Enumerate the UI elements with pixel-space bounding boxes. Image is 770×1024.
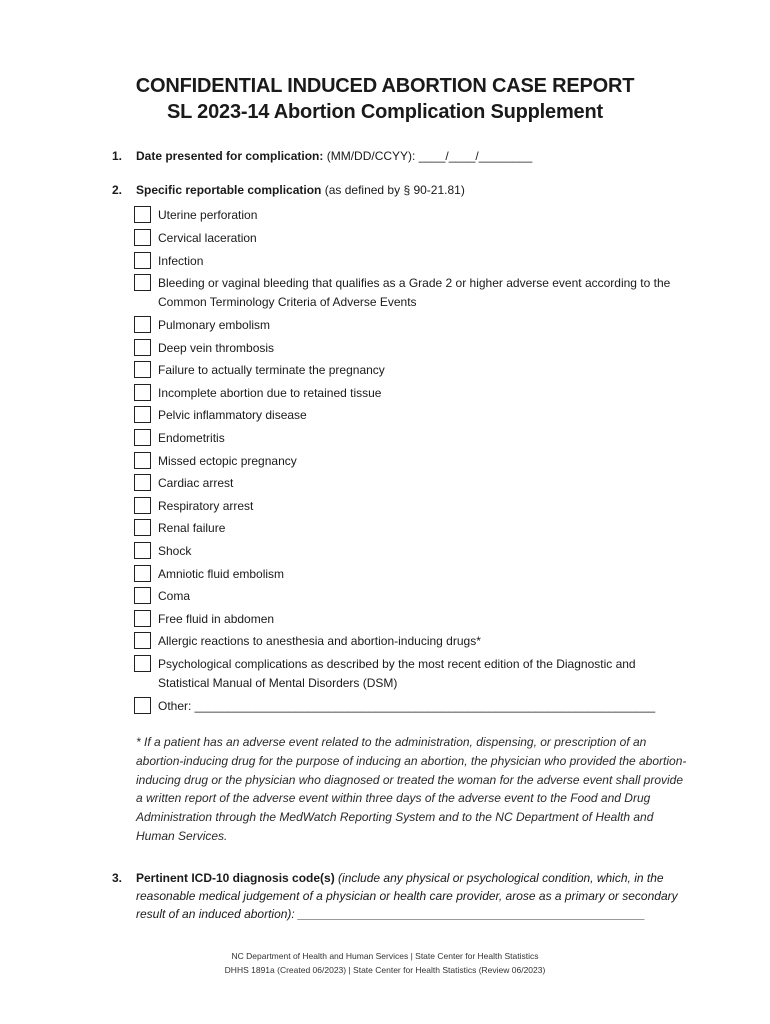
option-label: Missed ectopic pregnancy bbox=[158, 454, 297, 468]
option-label: Endometritis bbox=[158, 431, 225, 445]
checkbox[interactable] bbox=[134, 542, 151, 559]
option-label: Pelvic inflammatory disease bbox=[158, 408, 307, 422]
form-title bbox=[0, 73, 770, 125]
checkbox[interactable] bbox=[134, 565, 151, 582]
checkbox[interactable] bbox=[134, 339, 151, 356]
checkbox[interactable] bbox=[134, 632, 151, 649]
checkbox[interactable] bbox=[134, 316, 151, 333]
checkbox[interactable] bbox=[134, 452, 151, 469]
option-label: Renal failure bbox=[158, 521, 226, 535]
title-line-1: CONFIDENTIAL INDUCED ABORTION CASE REPORT bbox=[135, 75, 635, 97]
option-label: Free fluid in abdomen bbox=[158, 612, 275, 626]
option-label: Shock bbox=[158, 544, 192, 558]
option-label: Pulmonary embolism bbox=[158, 318, 271, 332]
option-label: Amniotic fluid embolism bbox=[158, 567, 285, 581]
question-2-label: Specific reportable complication bbox=[136, 183, 322, 197]
footnote: * If a patient has an adverse event related to the administration, dispensing, or prescription of an abortion-inducing drug for the purpose of inducing an abortion, the physician who provided the abortion-inducing drug or the physician who diagnosed or treated the woman for the adverse event shall provide a written report of the adverse event within three days of the adverse event to the Food and Drug Administration through the MedWatch Reporting System and to the NC Department of Health and Human Services. bbox=[136, 735, 687, 843]
checkbox[interactable] bbox=[134, 406, 151, 423]
question-2-number: 2. bbox=[112, 183, 123, 197]
question-3-label: Pertinent ICD-10 diagnosis code(s) bbox=[136, 871, 335, 885]
option-label: Respiratory arrest bbox=[158, 499, 254, 513]
checkbox[interactable] bbox=[134, 252, 151, 269]
option-label: Cardiac arrest bbox=[158, 476, 234, 490]
checkbox[interactable] bbox=[134, 519, 151, 536]
question-1-number: 1. bbox=[112, 149, 123, 163]
option-label: Allergic reactions to anesthesia and abortion-inducing drugs* bbox=[158, 634, 481, 648]
option-label: Deep vein thrombosis bbox=[158, 341, 275, 355]
option-label: Coma bbox=[158, 589, 191, 603]
checkbox[interactable] bbox=[134, 655, 151, 672]
checkbox[interactable] bbox=[134, 497, 151, 514]
option-label: Psychological complications as described by the most recent edition of the Diagnostic and Statistical Manual of Mental Disorders (DSM) bbox=[158, 657, 636, 690]
option-label: Cervical laceration bbox=[158, 231, 257, 245]
question-1-label: Date presented for complication: bbox=[136, 149, 324, 163]
option-label: Failure to actually terminate the pregnancy bbox=[158, 363, 385, 377]
checkbox[interactable] bbox=[134, 474, 151, 491]
date-field[interactable]: (MM/DD/CCYY): ____/____/________ bbox=[323, 149, 533, 163]
checkbox[interactable] bbox=[134, 697, 151, 714]
checkbox[interactable] bbox=[134, 361, 151, 378]
checkbox[interactable] bbox=[134, 610, 151, 627]
checkbox[interactable] bbox=[134, 384, 151, 401]
checkbox[interactable] bbox=[134, 229, 151, 246]
question-3-number: 3. bbox=[112, 871, 123, 885]
question-3-instruction-2: reasonable medical judgement of a physician or health care provider, arose as a primary or secondary bbox=[136, 889, 678, 903]
title-line-2: SL 2023-14 Abortion Complication Supplement bbox=[167, 101, 603, 123]
option-label: Incomplete abortion due to retained tissue bbox=[158, 386, 382, 400]
checkbox[interactable] bbox=[134, 274, 151, 291]
checkbox[interactable] bbox=[134, 587, 151, 604]
footer-line-1: NC Department of Health and Human Services | State Center for Health Statistics bbox=[231, 951, 539, 961]
checkbox[interactable] bbox=[134, 429, 151, 446]
icd10-field[interactable]: result of an induced abortion): ____________________________________________________ bbox=[136, 907, 646, 921]
footer-line-2: DHHS 1891a (Created 06/2023) | State Center for Health Statistics (Review 06/2023) bbox=[224, 965, 546, 975]
option-label: Bleeding or vaginal bleeding that qualifies as a Grade 2 or higher adverse event according to the Common Terminology Criteria of Adverse Events bbox=[158, 276, 671, 309]
question-3-instruction-1: (include any physical or psychological condition, which, in the bbox=[334, 871, 664, 885]
option-label: Uterine perforation bbox=[158, 208, 258, 222]
checkbox[interactable] bbox=[134, 206, 151, 223]
option-other-field[interactable]: Other: _____________________________________________________________________ bbox=[158, 699, 656, 713]
question-2-note: (as defined by § 90-21.81) bbox=[321, 183, 465, 197]
option-label: Infection bbox=[158, 254, 204, 268]
